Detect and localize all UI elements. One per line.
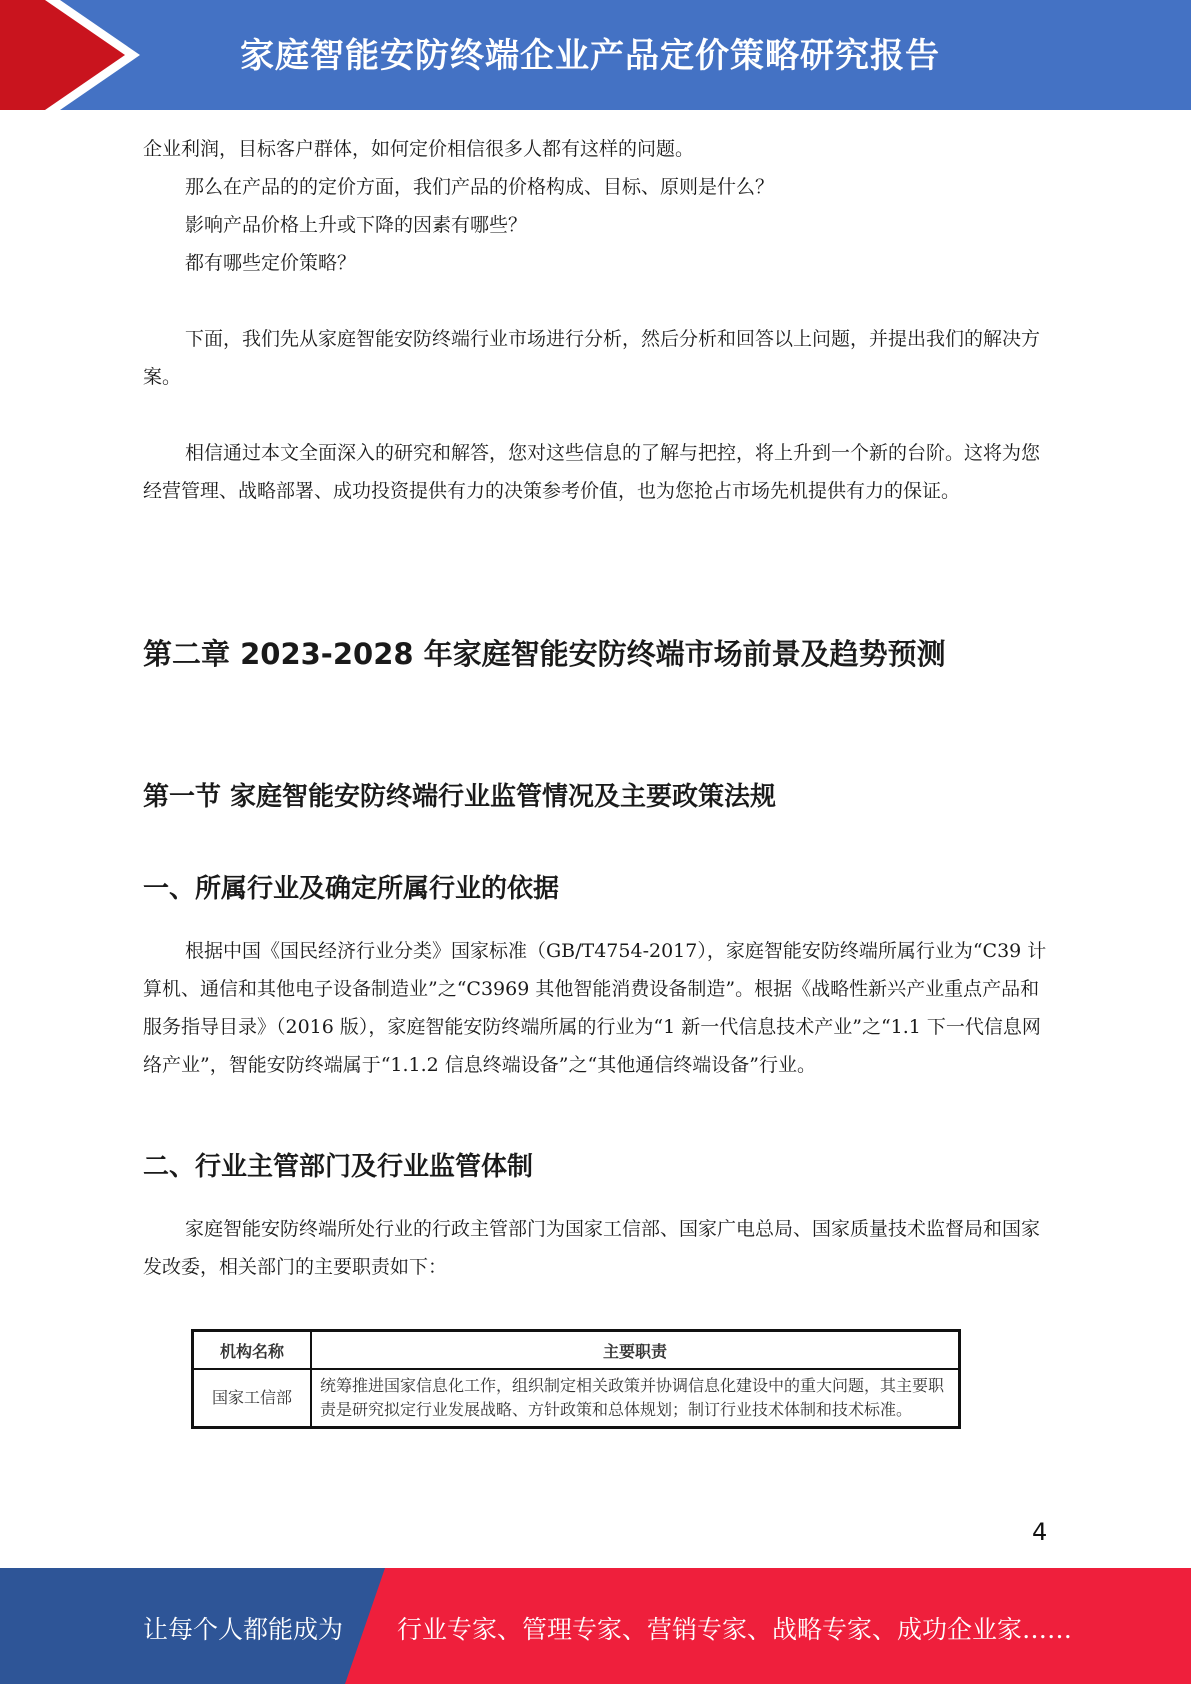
footer-banner <box>0 1568 1191 1684</box>
report-title: 家庭智能安防终端企业产品定价策略研究报告 <box>240 36 940 76</box>
subsection-heading: 一、所属行业及确定所属行业的依据 <box>143 874 560 904</box>
subsection-body <box>143 932 1048 1084</box>
footer-slogan-right: 行业专家、管理专家、营销专家、战略专家、成功企业家…… <box>397 1615 1073 1644</box>
table-cell-org: 国家工信部 <box>193 1369 312 1428</box>
table-header-cell: 机构名称 <box>193 1331 312 1370</box>
intro-question: 影响产品价格上升或下降的因素有哪些？ <box>185 214 528 236</box>
chapter-heading: 第二章 2023-2028 年家庭智能安防终端市场前景及趋势预测 <box>143 637 946 671</box>
subsection-heading: 二、行业主管部门及行业监管体制 <box>143 1152 534 1182</box>
body-paragraph: 家庭智能安防终端所处行业的行政主管部门为国家工信部、国家广电总局、国家质量技术监督局和国家发改委，相关部门的主要职责如下： <box>143 1218 1041 1278</box>
intro-block <box>143 130 1048 510</box>
duties-table <box>191 1329 961 1429</box>
intro-paragraph: 企业利润，目标客户群体，如何定价相信很多人都有这样的问题。 <box>143 138 695 160</box>
body-paragraph: 根据中国《国民经济行业分类》国家标准（GB/T4754-2017），家庭智能安防终端所属行业为“C39 计算机、通信和其他电子设备制造业”之“C3969 其他智能消费设备制造”。根据《战略性新兴产业重点产品和服务指导目录》（2016 版），家庭智能安防终端所属的行业为“1 新一代信息技术产业”之“1.1 下一代信息网络产业”，智能安防终端属于“1.1.2 信息终端设备”之“其他通信终端设备”行业。 <box>143 940 1047 1076</box>
footer-slogan-left: 让每个人都能成为 <box>143 1615 344 1644</box>
table-header-row <box>193 1331 960 1370</box>
header-banner <box>0 0 1191 110</box>
intro-question: 都有哪些定价策略？ <box>185 252 357 274</box>
page-number: 4 <box>1032 1518 1048 1546</box>
table-row <box>193 1369 960 1428</box>
table-cell-duty: 统筹推进国家信息化工作，组织制定相关政策并协调信息化建设中的重大问题，其主要职责是研究拟定行业发展战略、方针政策和总体规划；制订行业技术体制和技术标准。 <box>311 1369 960 1428</box>
intro-paragraph: 相信通过本文全面深入的研究和解答，您对这些信息的了解与把控，将上升到一个新的台阶。这将为您经营管理、战略部署、成功投资提供有力的决策参考价值，也为您抢占市场先机提供有力的保证。 <box>143 442 1041 502</box>
header-chevron-icon <box>0 0 260 110</box>
section-heading: 第一节 家庭智能安防终端行业监管情况及主要政策法规 <box>143 782 777 812</box>
table-header-cell: 主要职责 <box>311 1331 960 1370</box>
subsection-body <box>143 1210 1048 1286</box>
intro-paragraph: 下面，我们先从家庭智能安防终端行业市场进行分析，然后分析和回答以上问题，并提出我们的解决方案。 <box>143 328 1041 388</box>
intro-question: 那么在产品的的定价方面，我们产品的价格构成、目标、原则是什么？ <box>185 176 775 198</box>
